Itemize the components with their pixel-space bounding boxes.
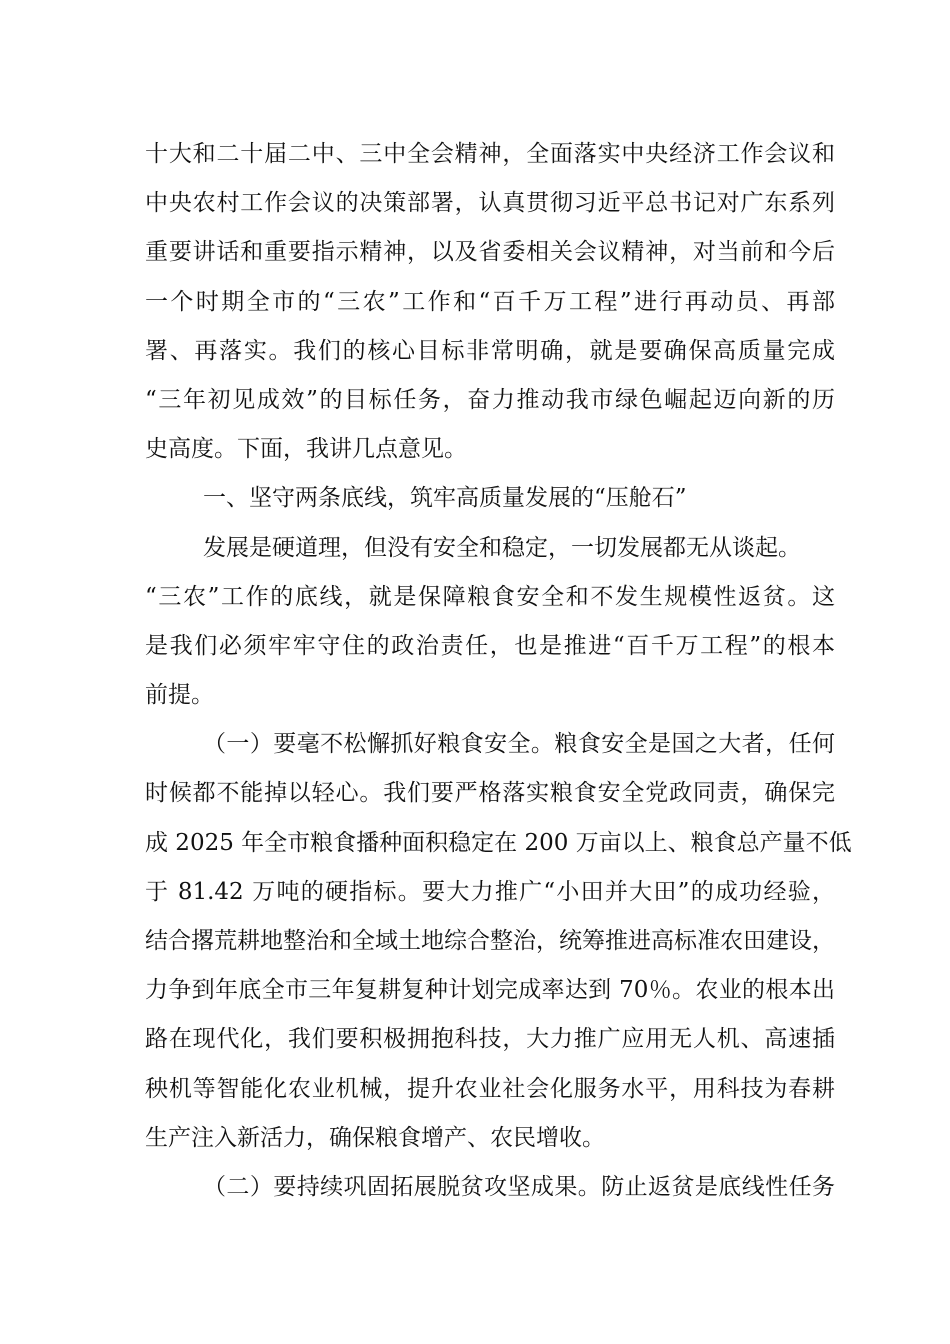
text-line: “三年初见成效”的目标任务，奋力推动我市绿色崛起迈向新的历 bbox=[145, 386, 835, 413]
text-line: 结合撂荒耕地整治和全域土地综合整治，统筹推进高标准农田建设， bbox=[145, 928, 835, 954]
text-line: 力争到年底全市三年复耕复种计划完成率达到 70％。农业的根本出 bbox=[145, 977, 835, 1004]
text-line: 中央农村工作会议的决策部署，认真贯彻习近平总书记对广东系列 bbox=[145, 190, 835, 217]
text-line: 秧机等智能化农业机械，提升农业社会化服务水平，用科技为春耕 bbox=[145, 1075, 835, 1102]
text-line: 路在现代化，我们要积极拥抱科技，大力推广应用无人机、高速插 bbox=[145, 1026, 835, 1053]
text-line: “三农”工作的底线，就是保障粮食安全和不发生规模性返贫。这 bbox=[145, 583, 835, 610]
document-body bbox=[145, 130, 852, 1212]
text-line: 时候都不能掉以轻心。我们要严格落实粮食安全党政同责，确保完 bbox=[145, 780, 835, 807]
text-line: 于 81.42 万吨的硬指标。要大力推广“小田并大田”的成功经验， bbox=[145, 878, 835, 905]
subsection-heading: （一）要毫不松懈抓好粮食安全。粮食安全是国之大者，任何 bbox=[203, 731, 835, 758]
text-line: 史高度。下面，我讲几点意见。 bbox=[145, 436, 467, 463]
text-line: 十大和二十届二中、三中全会精神，全面落实中央经济工作会议和 bbox=[145, 141, 835, 167]
section-heading: 一、坚守两条底线，筑牢高质量发展的“压舱石” bbox=[203, 485, 687, 512]
text-line: 发展是硬道理，但没有安全和稳定，一切发展都无从谈起。 bbox=[203, 534, 801, 561]
text-line: 生产注入新活力，确保粮食增产、农民增收。 bbox=[145, 1124, 605, 1151]
subsection-heading: （二）要持续巩固拓展脱贫攻坚成果。防止返贫是底线性任务 bbox=[203, 1173, 835, 1200]
text-line: 是我们必须牢牢守住的政治责任，也是推进“百千万工程”的根本 bbox=[145, 632, 835, 659]
text-line: 署、再落实。我们的核心目标非常明确，就是要确保高质量完成 bbox=[145, 337, 835, 364]
text-line: 前提。 bbox=[145, 682, 214, 709]
text-line: 重要讲话和重要指示精神，以及省委相关会议精神，对当前和今后 bbox=[145, 239, 835, 266]
text-line: 成 2025 年全市粮食播种面积稳定在 200 万亩以上、粮食总产量不低 bbox=[145, 829, 852, 856]
text-line: 一个时期全市的“三农”工作和“百千万工程”进行再动员、再部 bbox=[145, 288, 835, 315]
